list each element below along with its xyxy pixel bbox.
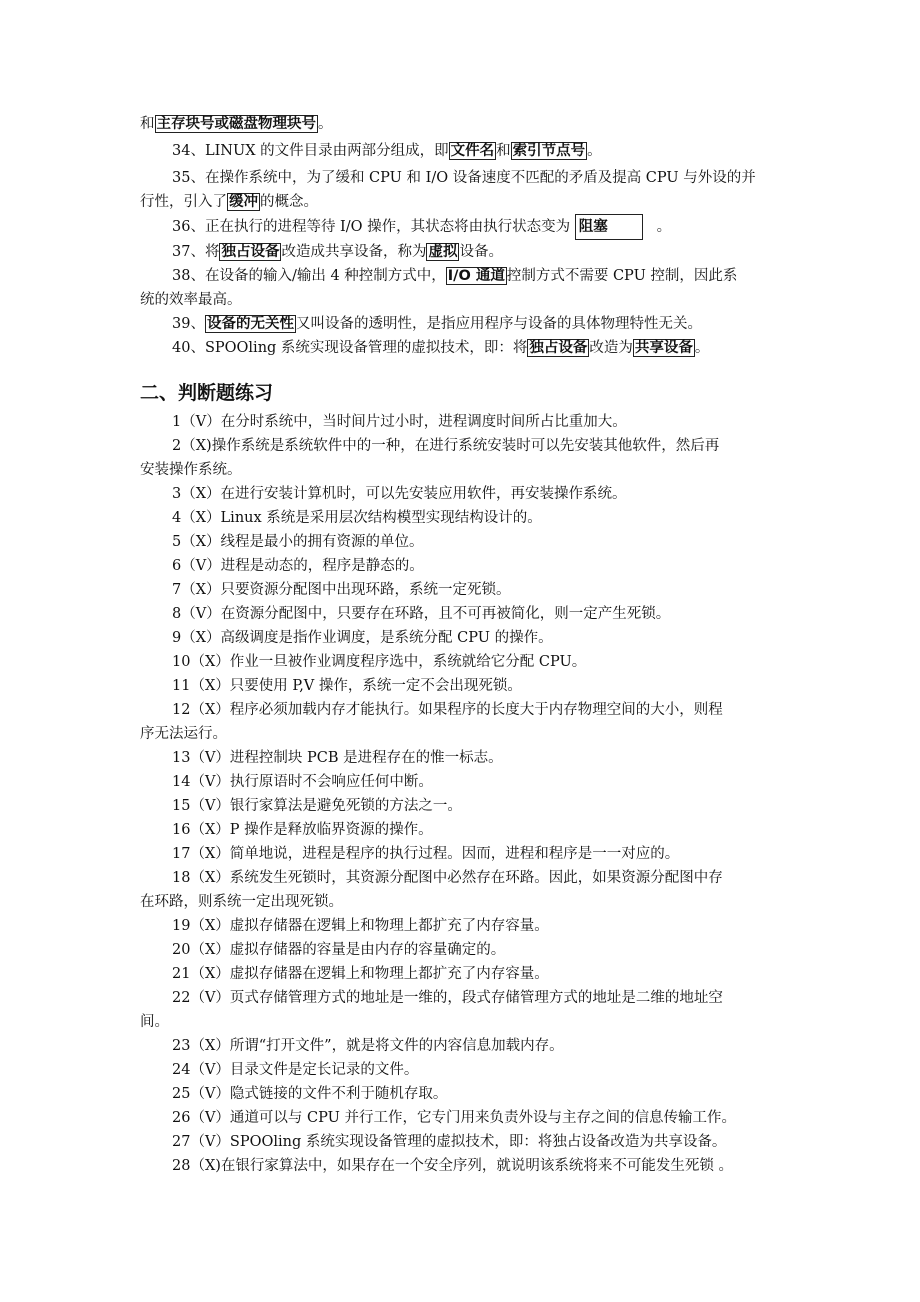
judge-item: 26（V）通道可以与 CPU 并行工作，它专门用来负责外设与主存之间的信息传输工作。 (172, 1110, 736, 1126)
judge-item: 23（X）所谓“打开文件”，就是将文件的内容信息加载内存。 (172, 1038, 564, 1054)
judge-item: 6（V）进程是动态的，程序是静态的。 (172, 558, 424, 574)
judge-item: 28（X)在银行家算法中，如果存在一个安全序列，就说明该系统将来不可能发生死锁 。 (172, 1158, 734, 1174)
judge-item: 15（V）银行家算法是避免死锁的方法之一。 (172, 798, 462, 814)
answer-box: I/O 通道 (447, 268, 505, 284)
judge-item: 25（V）隐式链接的文件不利于随机存取。 (172, 1086, 448, 1102)
text: 的概念。 (260, 194, 318, 210)
judge-item: 18（X）系统发生死锁时，其资源分配图中必然存在环路。因此，如果资源分配图中存 (172, 870, 723, 886)
text: 。 (587, 143, 602, 159)
text: 改造为 (589, 340, 633, 356)
text: 和 (496, 143, 511, 159)
judge-item: 1（V）在分时系统中，当时间片过小时，进程调度时间所占比重加大。 (172, 414, 627, 430)
judge-item: 4（X）Linux 系统是采用层次结构模型实现结构设计的。 (172, 510, 542, 526)
section-heading: 二、判断题练习 (140, 382, 274, 404)
fill-q39 (140, 312, 790, 336)
judge-item: 22（V）页式存储管理方式的地址是一维的，段式存储管理方式的地址是二维的地址空 (172, 990, 723, 1006)
text: 。 (656, 219, 672, 235)
text: 和 (140, 116, 155, 132)
text: 又叫设备的透明性，是指应用程序与设备的具体物理特性无关。 (295, 316, 702, 332)
fill-q40 (140, 336, 790, 360)
judge-item: 12（X）程序必须加载内存才能执行。如果程序的长度大于内存物理空间的大小，则程 (172, 702, 723, 718)
judge-item: 20（X）虚拟存储器的容量是由内存的容量确定的。 (172, 942, 506, 958)
answer-box: 缓冲 (229, 194, 258, 210)
fill-q35-line1: 35、在操作系统中，为了缓和 CPU 和 I/O 设备速度不匹配的矛盾及提高 CPU 与外设的并 (172, 170, 756, 186)
fill-q38-line2: 统的效率最高。 (140, 292, 242, 308)
text: 行性，引入了 (140, 194, 227, 210)
text: 控制方式不需要 CPU 控制，因此系 (506, 268, 738, 284)
judge-list (140, 410, 790, 1178)
text: 38、在设备的输入/输出 4 种控制方式中， (172, 268, 446, 284)
judge-item: 11（X）只要使用 P,V 操作，系统一定不会出现死锁。 (172, 678, 522, 694)
judge-item: 19（X）虚拟存储器在逻辑上和物理上都扩充了内存容量。 (172, 918, 549, 934)
judge-item: 8（V）在资源分配图中，只要存在环路，且不可再被简化，则一定产生死锁。 (172, 606, 671, 622)
answer-box: 索引节点号 (512, 143, 586, 159)
text: 37、将 (172, 244, 220, 260)
fill-q34 (140, 139, 790, 163)
judge-item-cont: 安装操作系统。 (140, 462, 242, 478)
fill-q35-line2 (140, 190, 790, 214)
fill-q37 (140, 240, 790, 264)
judge-item: 5（X）线程是最小的拥有资源的单位。 (172, 534, 424, 550)
judge-item-cont: 在环路，则系统一定出现死锁。 (140, 894, 343, 910)
text: 34、LINUX 的文件目录由两部分组成，即 (172, 143, 449, 159)
judge-item: 2（X)操作系统是系统软件中的一种，在进行系统安装时可以先安装其他软件，然后再 (172, 438, 720, 454)
answer-box: 独占设备 (529, 340, 588, 356)
text: 36、正在执行的进程等待 I/O 操作，其状态将由执行状态变为 (172, 219, 571, 235)
text: 40、SPOOling 系统实现设备管理的虚拟技术，即：将 (172, 340, 528, 356)
answer-box: 设备的无关性 (206, 316, 294, 332)
judge-item-cont: 序无法运行。 (140, 726, 227, 742)
text: 。 (318, 116, 333, 132)
judge-item: 27（V）SPOOling 系统实现设备管理的虚拟技术，即：将独占设备改造为共享设备。 (172, 1134, 727, 1150)
answer-box: 主存块号或磁盘物理块号 (156, 116, 316, 132)
answer-box: 共享设备 (634, 340, 693, 356)
judge-item: 7（X）只要资源分配图中出现环路，系统一定死锁。 (172, 582, 511, 598)
judge-item: 14（V）执行原语时不会响应任何中断。 (172, 774, 433, 790)
answer-box: 独占设备 (221, 244, 280, 260)
answer-box: 阻塞 (575, 214, 643, 240)
judge-item: 17（X）简单地说，进程是程序的执行过程。因而，进程和程序是一一对应的。 (172, 846, 680, 862)
text: 39、 (172, 316, 205, 332)
document-page (140, 112, 790, 1178)
judge-item: 21（X）虚拟存储器在逻辑上和物理上都扩充了内存容量。 (172, 966, 549, 982)
fill-q33-tail (140, 112, 790, 136)
text: 改造成共享设备，称为 (281, 244, 427, 260)
judge-item: 10（X）作业一旦被作业调度程序选中，系统就给它分配 CPU。 (172, 654, 587, 670)
judge-item: 9（X）高级调度是指作业调度，是系统分配 CPU 的操作。 (172, 630, 553, 646)
answer-box: 虚拟 (428, 244, 458, 260)
judge-item: 3（X）在进行安装计算机时，可以先安装应用软件，再安装操作系统。 (172, 486, 627, 502)
judge-item: 13（V）进程控制块 PCB 是进程存在的惟一标志。 (172, 750, 503, 766)
fill-q36 (140, 214, 790, 240)
judge-item: 16（X）P 操作是释放临界资源的操作。 (172, 822, 433, 838)
judge-item: 24（V）目录文件是定长记录的文件。 (172, 1062, 419, 1078)
fill-q38-line1 (140, 264, 790, 288)
answer-box: 文件名 (450, 143, 495, 159)
text: 设备。 (459, 244, 503, 260)
judge-item-cont: 间。 (140, 1014, 169, 1030)
text: 。 (694, 340, 710, 356)
